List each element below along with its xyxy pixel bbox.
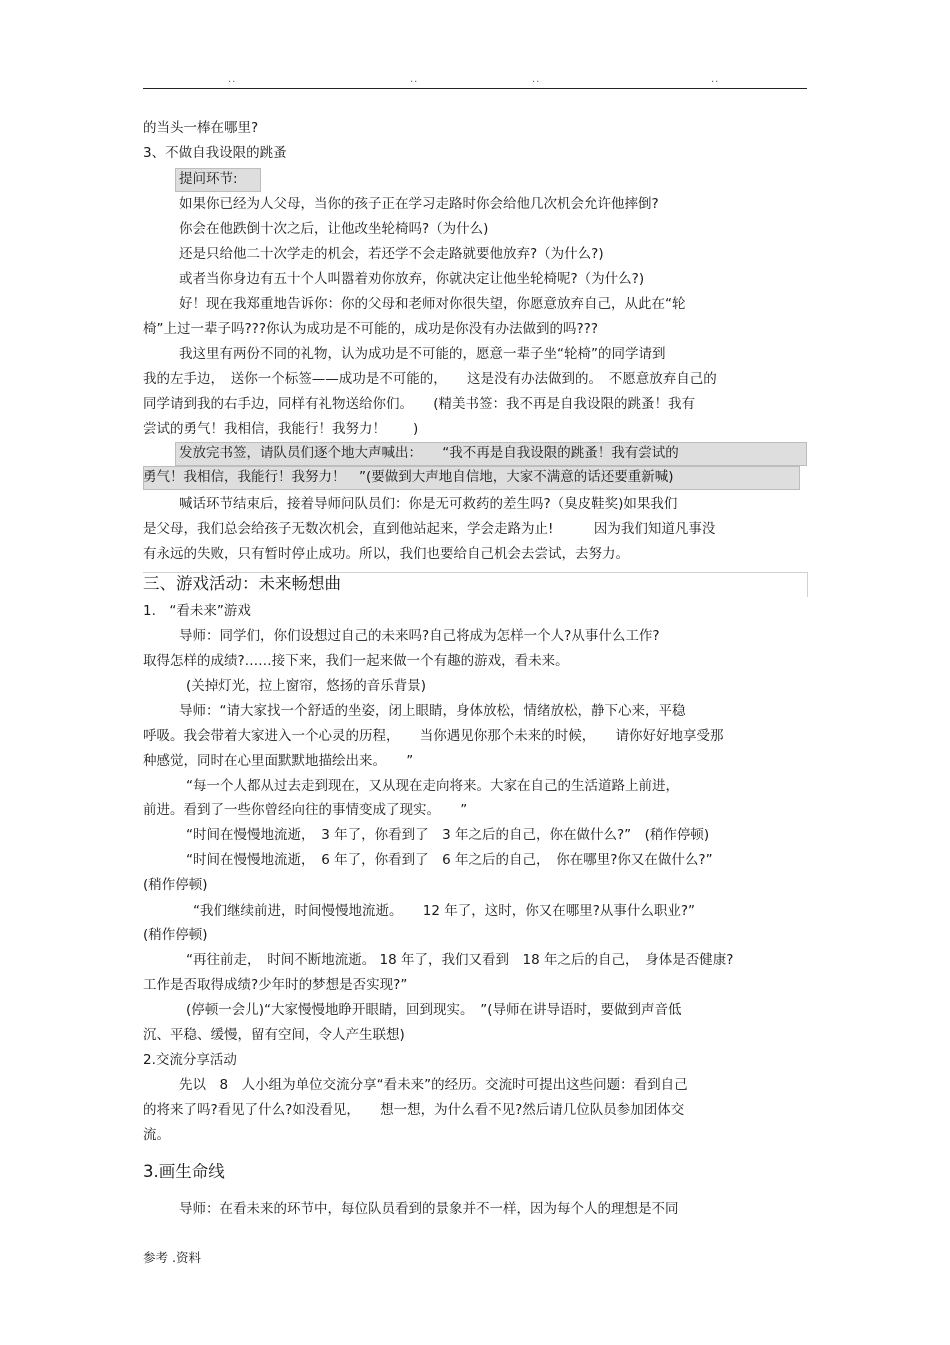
- body-line: 椅”上过一辈子吗???你认为成功是不可能的，成功是你没有办法做到的吗???: [143, 321, 598, 337]
- body-line: (停顿一会儿)“大家慢慢地睁开眼睛，回到现实。 ”(导师在讲导语时，要做到声音低: [186, 1002, 682, 1018]
- body-line: 取得怎样的成绩?……接下来，我们一起来做一个有趣的游戏，看未来。: [143, 653, 569, 669]
- body-line: “时间在慢慢地流逝， 3 年了，你看到了 3 年之后的自己，你在做什么?” (稍作停顿): [186, 827, 710, 843]
- body-line: 你会在他跌倒十次之后，让他改坐轮椅吗?（为什么): [179, 221, 489, 237]
- body-line: 勇气！我相信，我能行！我努力！ ”(要做到大声地自信地，大家不满意的话还要重新喊): [143, 469, 674, 485]
- body-line: 发放完书签，请队员们逐个地大声喊出： “我不再是自我设限的跳蚤！我有尝试的: [179, 445, 679, 461]
- body-line: 如果你已经为人父母，当你的孩子正在学习走路时你会给他几次机会允许他摔倒?: [179, 196, 659, 212]
- section-heading: 三、游戏活动：未来畅想曲: [143, 574, 341, 593]
- body-line: 我的左手边， 送你一个标签——成功是不可能的， 这是没有办法做到的。 不愿意放弃自己的: [143, 371, 717, 387]
- body-line: 是父母，我们总会给孩子无数次机会，直到他站起来，学会走路为止! 因为我们知道凡事没: [143, 521, 716, 537]
- body-line: 的当头一棒在哪里?: [143, 120, 259, 136]
- body-line: 或者当你身边有五十个人叫嚣着劝你放弃，你就决定让他坐轮椅呢?（为什么?): [179, 271, 645, 287]
- body-line: 提问环节:: [179, 171, 238, 187]
- body-line: 尝试的勇气！我相信，我能行！我努力！ ): [143, 421, 419, 437]
- body-line: 前进。看到了一些你曾经向往的事情变成了现实。 ”: [143, 802, 468, 818]
- body-line: 工作是否取得成绩?少年时的梦想是否实现?”: [143, 977, 408, 993]
- body-line: 喊话环节结束后，接着导师问队员们：你是无可救药的差生吗?（臭皮鞋奖)如果我们: [179, 496, 678, 512]
- body-line: 导师：同学们，你们设想过自己的未来吗?自己将成为怎样一个人?从事什么工作?: [179, 628, 660, 644]
- body-line: 种感觉，同时在心里面默默地描绘出来。 ”: [143, 753, 414, 769]
- body-line: 先以 8 人小组为单位交流分享“看未来”的经历。交流时可提出这些问题：看到自己: [179, 1077, 688, 1093]
- header-dots: ..: [410, 74, 419, 85]
- body-line: 同学请到我的右手边，同样有礼物送给你们。 (精美书签：我不再是自我设限的跳蚤！我有: [143, 396, 696, 412]
- body-line: 呼吸。我会带着大家进入一个心灵的历程， 当你遇见你那个未来的时候， 请你好好地享受那: [143, 728, 724, 744]
- subheading: 1. “看未来”游戏: [143, 603, 251, 619]
- body-line: (关掉灯光，拉上窗帘，悠扬的音乐背景): [186, 678, 427, 694]
- body-line: (稍作停顿): [143, 927, 208, 943]
- body-line: “再往前走， 时间不断地流逝。 18 年了，我们又看到 18 年之后的自己， 身体是否健康?: [186, 952, 734, 968]
- body-line: “时间在慢慢地流逝， 6 年了，你看到了 6 年之后的自己， 你在哪里?你又在做什么?”: [186, 852, 713, 868]
- subheading: 2.交流分享活动: [143, 1052, 237, 1068]
- body-line: (稍作停顿): [143, 877, 208, 893]
- header-dots: ..: [228, 74, 237, 85]
- header-dots: ..: [711, 74, 720, 85]
- body-line: 我这里有两份不同的礼物，认为成功是不可能的，愿意一辈子坐“轮椅”的同学请到: [179, 346, 666, 362]
- subheading: 3、不做自我设限的跳蚤: [143, 145, 287, 161]
- body-line: 导师：在看未来的环节中，每位队员看到的景象并不一样，因为每个人的理想是不同: [179, 1201, 679, 1217]
- body-line: 导师：“请大家找一个舒适的坐姿，闭上眼睛，身体放松，情绪放松，静下心来，平稳: [179, 703, 686, 719]
- body-line: 好！现在我郑重地告诉你：你的父母和老师对你很失望，你愿意放弃自己，从此在“轮: [179, 296, 686, 312]
- header-dots: ..: [532, 74, 541, 85]
- body-line: 有永远的失败，只有暂时停止成功。所以，我们也要给自己机会去尝试，去努力。: [143, 546, 629, 562]
- footer-label: 参考 .资料: [143, 1250, 201, 1265]
- subheading: 3.画生命线: [143, 1162, 225, 1181]
- body-line: 沉、平稳、缓慢，留有空间，令人产生联想): [143, 1027, 405, 1043]
- header-rule: [143, 88, 807, 89]
- body-line: “我们继续前进，时间慢慢地流逝。 12 年了，这时，你又在哪里?从事什么职业?”: [193, 903, 696, 919]
- body-line: 的将来了吗?看见了什么?如没看见， 想一想，为什么看不见?然后请几位队员参加团体交: [143, 1102, 685, 1118]
- body-line: “每一个人都从过去走到现在，又从现在走向将来。大家在自己的生活道路上前进，: [186, 778, 679, 794]
- body-line: 流。: [143, 1127, 170, 1143]
- body-line: 还是只给他二十次学走的机会，若还学不会走路就要他放弃?（为什么?): [179, 246, 604, 262]
